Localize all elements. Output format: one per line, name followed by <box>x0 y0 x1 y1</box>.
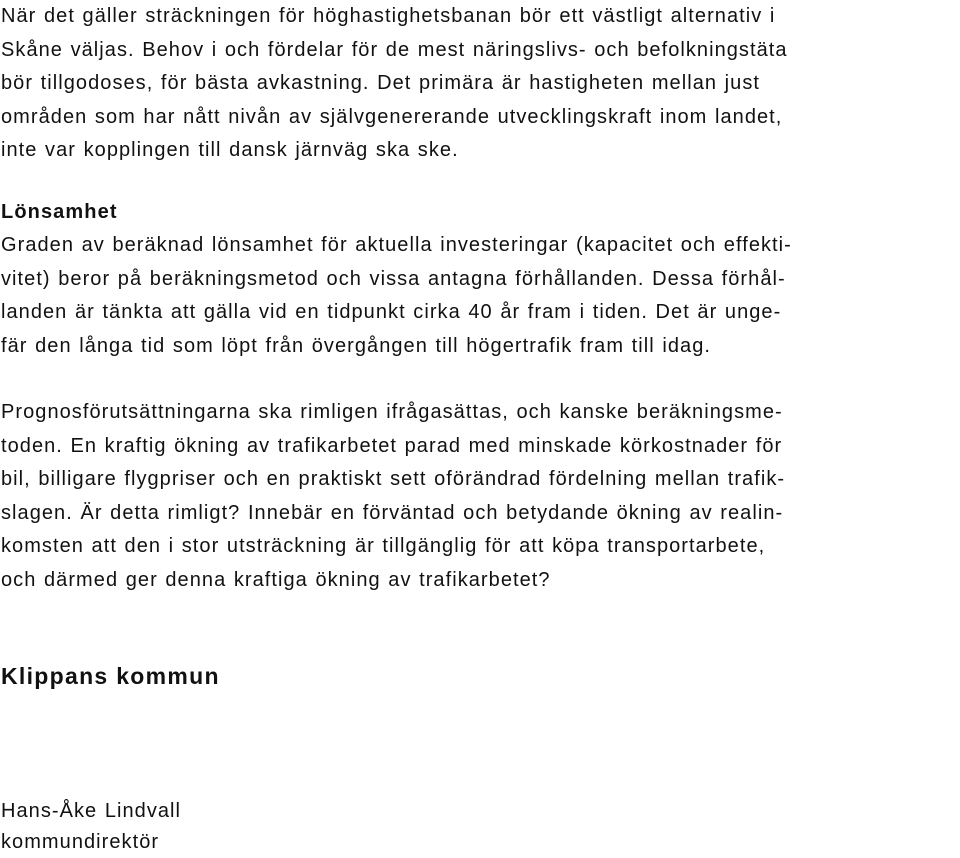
text-line: slagen. Är detta rimligt? Innebär en förväntad och betydande ökning av realin- <box>1 501 784 524</box>
text-line: inte var kopplingen till dansk järnväg ska ske. <box>1 139 459 161</box>
text-line: områden som har nått nivån av självgenererande utvecklingskraft inom landet, <box>1 105 783 128</box>
text-line: bör tillgodoses, för bästa avkastning. Det primära är hastigheten mellan just <box>1 72 760 94</box>
intro-paragraph <box>1 0 788 168</box>
lonsamhet-paragraph-1 <box>1 229 792 363</box>
text-line: fär den långa tid som löpt från övergången till högertrafik fram till idag. <box>1 334 711 357</box>
text-line: Skåne väljas. Behov i och fördelar för de mest näringslivs- och befolkningstäta <box>1 38 788 61</box>
organization-heading: Klippans kommun <box>1 663 220 689</box>
text-line: bil, billigare flygpriser och en praktiskt sett oförändrad fördelning mellan trafik- <box>1 468 786 490</box>
text-line: Graden av beräknad lönsamhet för aktuella investeringar (kapacitet och effekti- <box>1 234 792 256</box>
lonsamhet-paragraph-2 <box>1 396 785 597</box>
text-line: vitet) beror på beräkningsmetod och vissa antagna förhållanden. Dessa förhål- <box>1 267 786 290</box>
text-line: När det gäller sträckningen för höghastighetsbanan bör ett västligt alternativ i <box>1 5 776 27</box>
text-line: komsten att den i stor utsträckning är tillgänglig för att köpa transportarbete, <box>1 535 766 557</box>
text-line: landen är tänkta att gälla vid en tidpunkt cirka 40 år fram i tiden. Det är unge- <box>1 301 782 323</box>
signatory-name: Hans-Åke Lindvall <box>1 800 182 822</box>
text-line: toden. En kraftig ökning av trafikarbetet parad med minskade körkostnader för <box>1 434 783 457</box>
signatory-title: kommundirektör <box>1 831 160 853</box>
signature-block <box>1 796 181 858</box>
text-line: Prognosförutsättningarna ska rimligen ifrågasättas, och kanske beräkningsme- <box>1 401 783 423</box>
text-line: och därmed ger denna kraftiga ökning av trafikarbetet? <box>1 568 551 591</box>
section-heading-lonsamhet: Lönsamhet <box>1 201 118 223</box>
